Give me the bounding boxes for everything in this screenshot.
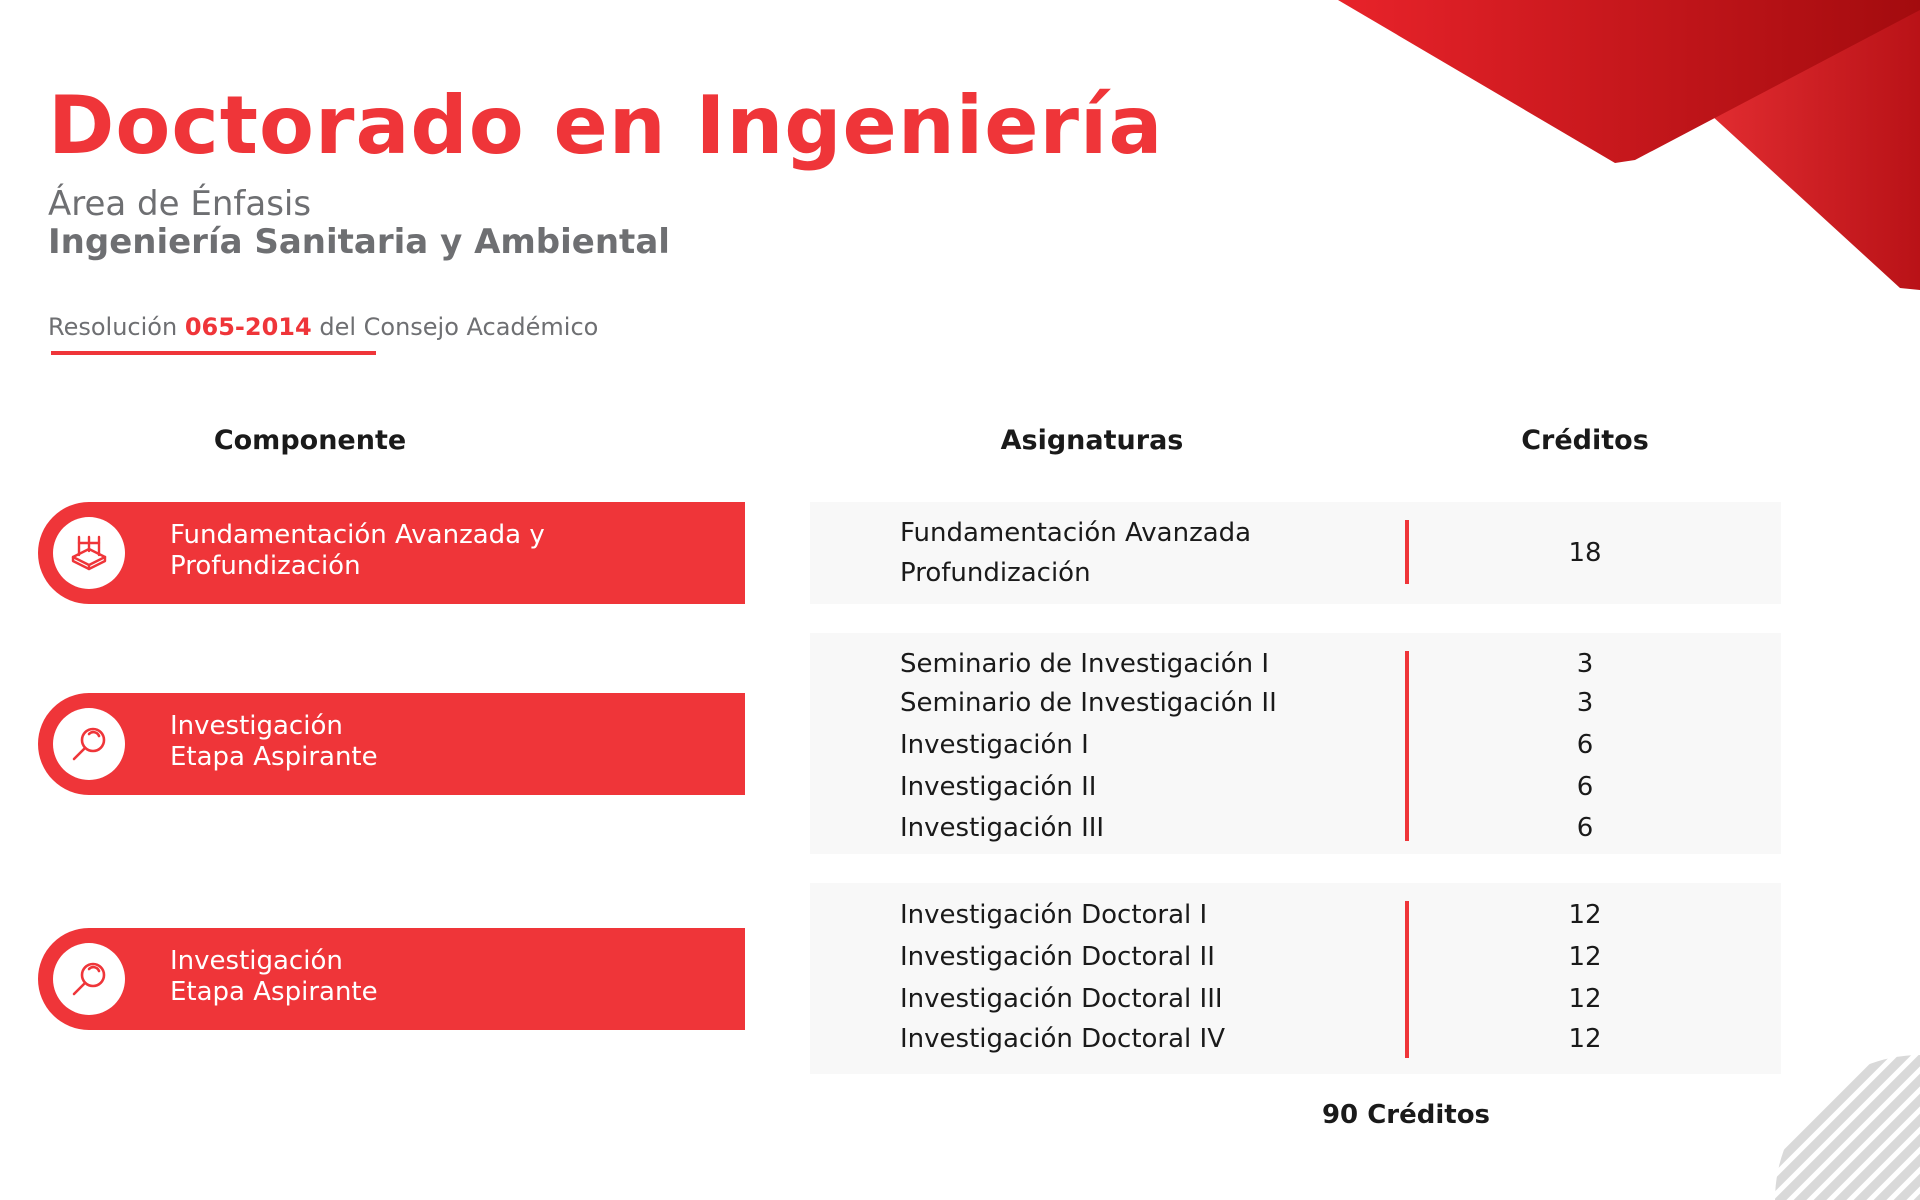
magnifier-icon bbox=[53, 708, 125, 780]
subject-name: Investigación Doctoral II bbox=[900, 942, 1215, 972]
resolution-prefix: Resolución bbox=[48, 313, 178, 341]
credit-value: 12 bbox=[1568, 1024, 1602, 1054]
subject-name: Fundamentación Avanzada bbox=[900, 518, 1252, 548]
subject-name: Seminario de Investigación II bbox=[900, 688, 1277, 718]
subject-name: Investigación Doctoral IV bbox=[900, 1024, 1225, 1054]
component-label-line1: Investigación bbox=[170, 711, 343, 741]
resolution-suffix: del Consejo Académico bbox=[319, 313, 599, 341]
credit-value: 3 bbox=[1576, 649, 1594, 679]
resolution-underline bbox=[51, 351, 376, 355]
table-row bbox=[810, 683, 1781, 723]
component-pill-research-2 bbox=[38, 928, 745, 1030]
subject-name: Investigación II bbox=[900, 772, 1097, 802]
column-header-credits: Créditos bbox=[1521, 425, 1649, 456]
table-row bbox=[810, 725, 1781, 765]
component-label-line2: Etapa Aspirante bbox=[170, 742, 378, 772]
table-row bbox=[810, 937, 1781, 977]
subject-name: Profundización bbox=[900, 558, 1091, 588]
component-label bbox=[170, 946, 378, 1008]
magnifier-icon bbox=[53, 943, 125, 1015]
credit-value: 18 bbox=[1568, 538, 1602, 568]
subject-name: Investigación Doctoral I bbox=[900, 900, 1208, 930]
credit-value: 12 bbox=[1568, 984, 1602, 1014]
credit-value: 6 bbox=[1576, 772, 1594, 802]
table-row bbox=[810, 533, 1781, 573]
component-label-line2: Etapa Aspirante bbox=[170, 977, 378, 1007]
credit-value: 12 bbox=[1568, 900, 1602, 930]
page-title: Doctorado en Ingeniería bbox=[48, 79, 1164, 172]
resolution-line bbox=[48, 313, 598, 341]
subject-group-research-candidate bbox=[810, 633, 1781, 854]
table-row bbox=[810, 895, 1781, 935]
component-label-line1: Investigación bbox=[170, 946, 343, 976]
total-credits: 90 Créditos bbox=[1321, 1100, 1491, 1130]
emphasis-area-label: Área de Énfasis bbox=[48, 184, 312, 224]
subject-name: Investigación I bbox=[900, 730, 1089, 760]
subject-name: Seminario de Investigación I bbox=[900, 649, 1270, 679]
column-header-subjects: Asignaturas bbox=[1000, 425, 1184, 456]
subject-name: Investigación III bbox=[900, 813, 1105, 843]
table-row bbox=[810, 644, 1781, 684]
table-row bbox=[810, 979, 1781, 1019]
table-row bbox=[810, 1019, 1781, 1059]
component-pill-foundation bbox=[38, 502, 745, 604]
subject-name: Investigación Doctoral III bbox=[900, 984, 1223, 1014]
component-label bbox=[170, 711, 378, 773]
component-label bbox=[170, 520, 545, 582]
table-row bbox=[810, 767, 1781, 807]
resolution-number: 065-2014 bbox=[184, 313, 312, 341]
component-pill-research-1 bbox=[38, 693, 745, 795]
component-label-line1: Fundamentación Avanzada y bbox=[170, 520, 545, 550]
emphasis-area-name: Ingeniería Sanitaria y Ambiental bbox=[48, 222, 670, 262]
table-row bbox=[810, 808, 1781, 848]
foundation-icon bbox=[53, 517, 125, 589]
subject-group-doctoral-research bbox=[810, 883, 1781, 1074]
credit-value: 3 bbox=[1576, 688, 1594, 718]
component-label-line2: Profundización bbox=[170, 551, 361, 581]
subject-group-foundation bbox=[810, 502, 1781, 604]
credit-value: 12 bbox=[1568, 942, 1602, 972]
credit-value: 6 bbox=[1576, 813, 1594, 843]
column-header-component: Componente bbox=[213, 425, 407, 456]
credit-value: 6 bbox=[1576, 730, 1594, 760]
